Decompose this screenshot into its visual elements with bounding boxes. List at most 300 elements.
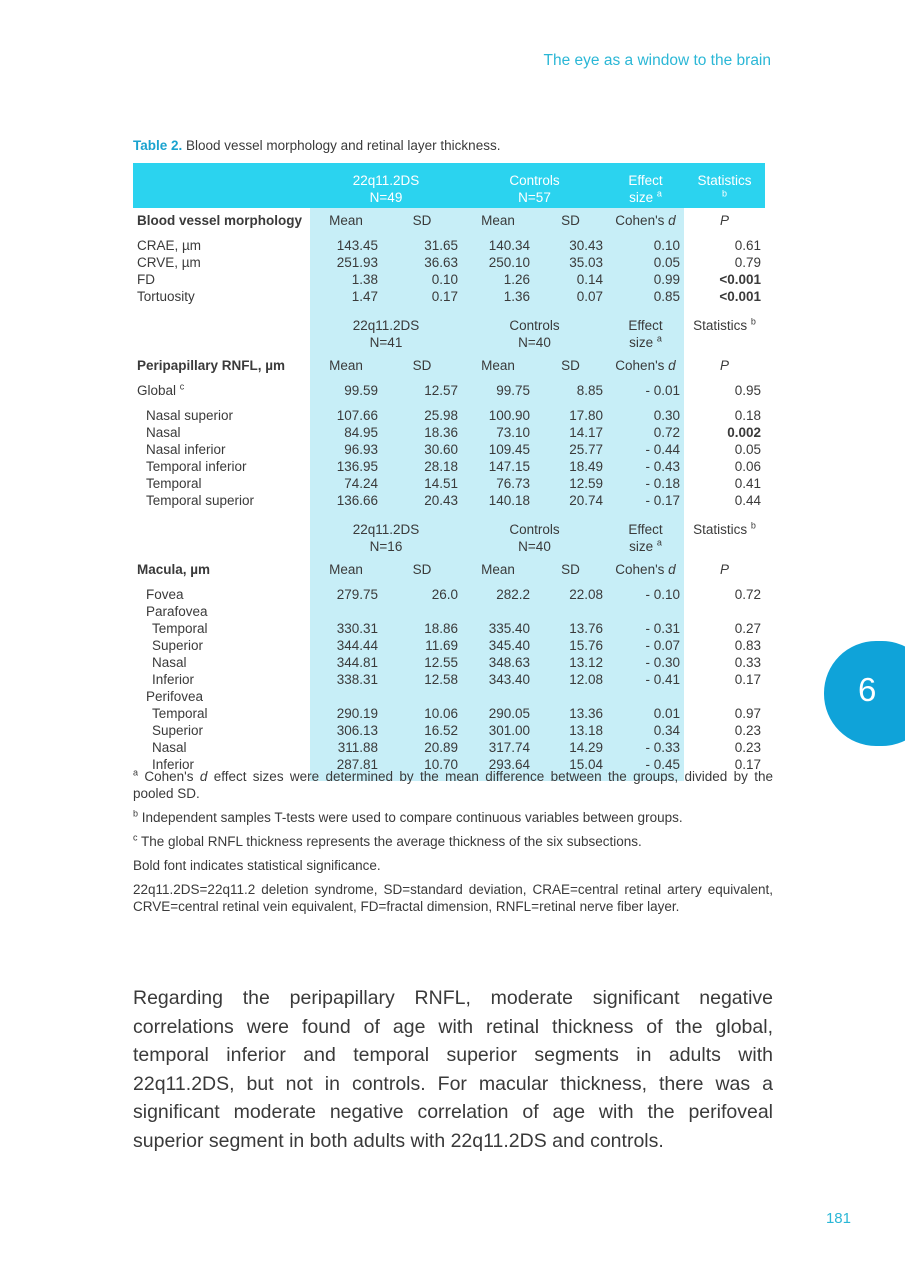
- spacer-cell: [607, 374, 684, 382]
- table-row: [133, 288, 765, 305]
- row-label: Superior: [152, 723, 204, 738]
- cell-m2: 109.45: [462, 441, 534, 458]
- section-title: Peripapillary RNFL, µm: [137, 358, 286, 373]
- cell-d: - 0.44: [607, 441, 684, 458]
- spacer-cell: [684, 509, 765, 517]
- table-row: [133, 739, 765, 756]
- cell-d: - 0.45: [607, 756, 684, 773]
- cell-p: 0.17: [734, 757, 761, 772]
- cell-sd1: 18.36: [382, 424, 462, 441]
- cell-sd1: 12.58: [382, 671, 462, 688]
- group-stats-sup: b: [750, 316, 756, 327]
- cohens-d-italic: d: [668, 358, 676, 373]
- cell-m2: 1.36: [462, 288, 534, 305]
- column-header-row: [133, 557, 765, 578]
- cell-m2: 73.10: [462, 424, 534, 441]
- cell-m1: 344.81: [310, 654, 382, 671]
- row-label: Parafovea: [146, 604, 208, 619]
- cell-sd1: 28.18: [382, 458, 462, 475]
- col-mean1: Mean: [310, 353, 382, 374]
- row-label: Nasal: [152, 655, 187, 670]
- spacer-cell: [133, 305, 310, 313]
- col-effect-label: Cohen's: [615, 358, 669, 373]
- group-effect-label2: size: [629, 335, 654, 350]
- group-header-stats: [684, 517, 765, 557]
- column-header-row: [133, 353, 765, 374]
- cell-sd2: 13.12: [534, 654, 607, 671]
- cell-sd1: 11.69: [382, 637, 462, 654]
- cell-d: 0.34: [607, 722, 684, 739]
- group-header-stats: [684, 313, 765, 353]
- cell-d: 0.30: [607, 407, 684, 424]
- col-effect: [607, 208, 684, 229]
- row-label: Temporal: [152, 621, 208, 636]
- cell-p: <0.001: [719, 272, 761, 287]
- group-header-effect: [607, 517, 684, 557]
- cell-m1: 290.19: [310, 705, 382, 722]
- cell-sd1: 10.06: [382, 705, 462, 722]
- cell-p: 0.97: [734, 706, 761, 721]
- cell-m2: 335.40: [462, 620, 534, 637]
- cell-sd1: 14.51: [382, 475, 462, 492]
- cell-sd2: 14.29: [534, 739, 607, 756]
- note-bold: Bold font indicates statistical significance.: [133, 858, 381, 873]
- caption-label: Table 2.: [133, 138, 183, 153]
- cell-d: 0.05: [607, 254, 684, 271]
- cell-sd2: 17.80: [534, 407, 607, 424]
- spacer-cell: [462, 229, 534, 237]
- col-mean2: Mean: [462, 208, 534, 229]
- spacer-cell: [310, 229, 382, 237]
- cell-p: [684, 688, 765, 705]
- section-title: Blood vessel morphology: [137, 213, 303, 228]
- header-effect: [607, 163, 684, 208]
- spacer-cell: [534, 399, 607, 407]
- cell-p: 0.05: [734, 442, 761, 457]
- note-c-text: The global RNFL thickness represents the average thickness of the six subsections.: [137, 834, 642, 849]
- spacer-cell: [382, 305, 462, 313]
- cell-m2: 76.73: [462, 475, 534, 492]
- note-b-text: Independent samples T-tests were used to compare continuous variables between groups.: [138, 810, 683, 825]
- cell-m1: 306.13: [310, 722, 382, 739]
- header-group1-name: 22q11.2DS: [352, 173, 420, 188]
- cell-d: 0.85: [607, 288, 684, 305]
- spacer-row: [133, 578, 765, 586]
- cell-sd2: 14.17: [534, 424, 607, 441]
- cell-m2: 1.26: [462, 271, 534, 288]
- cell-m2: 140.18: [462, 492, 534, 509]
- row-label: Temporal: [146, 476, 202, 491]
- cell-d: - 0.30: [607, 654, 684, 671]
- cell-sd2: [534, 603, 607, 620]
- cell-m2: 282.2: [462, 586, 534, 603]
- group-header-row: [133, 313, 765, 353]
- row-label: Nasal superior: [146, 408, 234, 423]
- spacer-cell: [382, 509, 462, 517]
- group-g1-n: N=41: [369, 335, 403, 350]
- table-row-global: [133, 382, 765, 399]
- row-label: Tortuosity: [137, 289, 195, 304]
- chapter-number: 6: [858, 671, 877, 708]
- cell-d: - 0.31: [607, 620, 684, 637]
- spacer-cell: [382, 399, 462, 407]
- col-sd2: SD: [534, 353, 607, 374]
- header-group2-n: N=57: [518, 190, 551, 205]
- table-row: [133, 254, 765, 271]
- global-label: Global: [137, 383, 177, 398]
- cell-m2: 345.40: [462, 637, 534, 654]
- col-sd1: SD: [382, 557, 462, 578]
- data-table: [133, 163, 765, 781]
- note-b: [133, 809, 773, 826]
- row-label: Perifovea: [146, 689, 204, 704]
- table-row: [133, 441, 765, 458]
- header-effect-sup: a: [656, 188, 662, 199]
- row-label: Temporal: [152, 706, 208, 721]
- group-header-g2: [462, 313, 607, 353]
- group-g1-name: 22q11.2DS: [352, 318, 420, 333]
- cell-m1: 279.75: [310, 586, 382, 603]
- cell-m1: 1.47: [310, 288, 382, 305]
- table-body: [133, 163, 765, 781]
- cell-p: 0.23: [734, 740, 761, 755]
- spacer-cell: [534, 305, 607, 313]
- spacer-cell: [684, 305, 765, 313]
- cell-m2: 147.15: [462, 458, 534, 475]
- cell-d: 0.99: [607, 271, 684, 288]
- spacer-cell: [310, 374, 382, 382]
- cell-sd2: 22.08: [534, 586, 607, 603]
- group-effect-label2: size: [629, 539, 654, 554]
- running-head: The eye as a window to the brain: [543, 52, 771, 69]
- table-row: [133, 620, 765, 637]
- cell-m2: 99.75: [462, 382, 534, 399]
- table-row: [133, 458, 765, 475]
- cell-m1: 330.31: [310, 620, 382, 637]
- header-group2-name: Controls: [509, 173, 560, 188]
- spacer-cell: [534, 229, 607, 237]
- cell-m1: 311.88: [310, 739, 382, 756]
- cell-d: - 0.01: [607, 382, 684, 399]
- cell-p: <0.001: [719, 289, 761, 304]
- spacer-cell: [382, 374, 462, 382]
- group-g2-name: Controls: [509, 318, 560, 333]
- col-sd1: SD: [382, 208, 462, 229]
- cell-d: - 0.17: [607, 492, 684, 509]
- spacer-row: [133, 399, 765, 407]
- cell-p: 0.95: [734, 383, 761, 398]
- table-row: [133, 586, 765, 603]
- row-label: CRAE, µm: [137, 238, 202, 253]
- cell-sd2: 0.14: [534, 271, 607, 288]
- cell-p: [684, 603, 765, 620]
- table-notes: [133, 768, 773, 922]
- col-mean2: Mean: [462, 557, 534, 578]
- cohens-d-italic: d: [668, 213, 676, 228]
- cell-p: 0.83: [734, 638, 761, 653]
- header-effect-label: Effect: [628, 173, 663, 188]
- table-caption: [133, 138, 500, 153]
- table-row: [133, 654, 765, 671]
- spacer-cell: [462, 374, 534, 382]
- header-blank: [133, 163, 310, 208]
- cell-p: 0.002: [727, 425, 761, 440]
- row-label: Nasal: [152, 740, 187, 755]
- group-g2-n: N=40: [518, 539, 551, 554]
- cell-m2: 348.63: [462, 654, 534, 671]
- cell-p: 0.33: [734, 655, 761, 670]
- cell-m2: [462, 603, 534, 620]
- spacer-cell: [310, 399, 382, 407]
- spacer-cell: [607, 229, 684, 237]
- row-label: CRVE, µm: [137, 255, 201, 270]
- row-label: Superior: [152, 638, 204, 653]
- cell-m2: 343.40: [462, 671, 534, 688]
- cell-sd1: 25.98: [382, 407, 462, 424]
- cell-p: 0.06: [734, 459, 761, 474]
- note-b-marker: b: [133, 808, 139, 819]
- table-row: [133, 603, 765, 620]
- cell-d: - 0.43: [607, 458, 684, 475]
- cell-sd2: 15.76: [534, 637, 607, 654]
- cell-m2: 301.00: [462, 722, 534, 739]
- cell-m2: 293.64: [462, 756, 534, 773]
- row-label: FD: [137, 272, 155, 287]
- group-header-effect: [607, 313, 684, 353]
- table-row: [133, 492, 765, 509]
- header-effect-label2: size: [629, 190, 654, 205]
- cell-sd2: 13.18: [534, 722, 607, 739]
- cell-sd2: 0.07: [534, 288, 607, 305]
- row-label: Nasal inferior: [146, 442, 226, 457]
- row-label: [133, 382, 310, 399]
- cell-p: 0.72: [734, 587, 761, 602]
- cell-sd1: 20.89: [382, 739, 462, 756]
- cell-sd1: [382, 603, 462, 620]
- spacer-cell: [684, 229, 765, 237]
- note-a: [133, 768, 773, 802]
- cell-sd2: 13.36: [534, 705, 607, 722]
- cell-sd2: 35.03: [534, 254, 607, 271]
- cell-sd1: 10.70: [382, 756, 462, 773]
- cell-m1: 1.38: [310, 271, 382, 288]
- group-effect-label: Effect: [628, 318, 663, 333]
- group-header-g2: [462, 517, 607, 557]
- cell-sd1: 20.43: [382, 492, 462, 509]
- cell-p: 0.61: [734, 238, 761, 253]
- note-c-marker: c: [133, 832, 138, 843]
- group-g1-n: N=16: [369, 539, 403, 554]
- group-effect-sup: a: [656, 537, 662, 548]
- row-label: Temporal superior: [146, 493, 255, 508]
- cell-sd1: 26.0: [382, 586, 462, 603]
- cohens-d-italic: d: [668, 562, 676, 577]
- spacer-cell: [534, 509, 607, 517]
- spacer-cell: [382, 578, 462, 586]
- cell-m2: [462, 688, 534, 705]
- row-label: Inferior: [152, 672, 195, 687]
- group-header-g1: [310, 517, 462, 557]
- cell-sd1: 0.17: [382, 288, 462, 305]
- cell-m1: 136.66: [310, 492, 382, 509]
- table-row: [133, 637, 765, 654]
- cell-m2: 250.10: [462, 254, 534, 271]
- cell-m2: 100.90: [462, 407, 534, 424]
- cell-m1: [310, 688, 382, 705]
- cell-p: 0.18: [734, 408, 761, 423]
- spacer-cell: [310, 578, 382, 586]
- cell-m1: 96.93: [310, 441, 382, 458]
- chapter-tab: [824, 641, 905, 746]
- note-a-pre: Cohen's: [138, 769, 200, 784]
- spacer-cell: [607, 578, 684, 586]
- cell-sd2: 13.76: [534, 620, 607, 637]
- group-stats-sup: b: [750, 520, 756, 531]
- col-effect-label: Cohen's: [615, 562, 669, 577]
- table-row: [133, 671, 765, 688]
- row-label: Fovea: [146, 587, 184, 602]
- cell-sd2: [534, 688, 607, 705]
- col-p: P: [719, 213, 729, 228]
- section-title: Macula, µm: [137, 562, 211, 577]
- cell-sd1: 16.52: [382, 722, 462, 739]
- spacer-row: [133, 229, 765, 237]
- col-p: P: [719, 358, 729, 373]
- cell-m1: 84.95: [310, 424, 382, 441]
- page-number: 181: [825, 1210, 851, 1227]
- table-row: [133, 407, 765, 424]
- spacer-cell: [607, 305, 684, 313]
- cell-p: 0.17: [734, 672, 761, 687]
- spacer-cell: [684, 374, 765, 382]
- spacer-cell: [310, 305, 382, 313]
- group-header-g1: [310, 313, 462, 353]
- cell-sd2: 12.59: [534, 475, 607, 492]
- spacer-row: [133, 509, 765, 517]
- note-a-marker: a: [133, 767, 139, 778]
- col-mean2: Mean: [462, 353, 534, 374]
- group-effect-sup: a: [656, 333, 662, 344]
- group-header-blank: [133, 313, 310, 353]
- cell-m1: 74.24: [310, 475, 382, 492]
- cell-p: 0.79: [734, 255, 761, 270]
- spacer-cell: [133, 229, 310, 237]
- cell-d: [607, 688, 684, 705]
- cell-sd1: 36.63: [382, 254, 462, 271]
- spacer-cell: [133, 578, 310, 586]
- spacer-cell: [684, 399, 765, 407]
- cell-m1: 143.45: [310, 237, 382, 254]
- cell-sd2: 12.08: [534, 671, 607, 688]
- col-sd1: SD: [382, 353, 462, 374]
- cell-sd2: 8.85: [534, 382, 607, 399]
- table-row: [133, 424, 765, 441]
- header-stats-label: Statistics: [697, 173, 752, 188]
- cell-sd2: 25.77: [534, 441, 607, 458]
- spacer-cell: [462, 578, 534, 586]
- group-g1-name: 22q11.2DS: [352, 522, 420, 537]
- cell-p: 0.23: [734, 723, 761, 738]
- cell-m2: 317.74: [462, 739, 534, 756]
- group-effect-label: Effect: [628, 522, 663, 537]
- spacer-cell: [462, 399, 534, 407]
- group-g2-n: N=40: [518, 335, 551, 350]
- cell-d: - 0.07: [607, 637, 684, 654]
- cell-m1: 287.81: [310, 756, 382, 773]
- header-stats-sup: b: [721, 188, 727, 199]
- spacer-cell: [534, 578, 607, 586]
- cell-m1: 136.95: [310, 458, 382, 475]
- table-row: [133, 475, 765, 492]
- cell-m1: 107.66: [310, 407, 382, 424]
- col-mean1: Mean: [310, 208, 382, 229]
- note-a-d: d: [199, 769, 208, 784]
- cell-m1: 251.93: [310, 254, 382, 271]
- header-group1: [310, 163, 462, 208]
- cell-sd1: 18.86: [382, 620, 462, 637]
- group-header-blank: [133, 517, 310, 557]
- note-a-text: effect sizes were determined by the mean difference between the groups, divided by the pooled SD.: [133, 769, 773, 801]
- col-sd2: SD: [534, 557, 607, 578]
- spacer-cell: [462, 305, 534, 313]
- header-group2: [462, 163, 607, 208]
- spacer-cell: [133, 374, 310, 382]
- cell-d: - 0.18: [607, 475, 684, 492]
- cell-m1: 338.31: [310, 671, 382, 688]
- spacer-row: [133, 374, 765, 382]
- cell-d: - 0.10: [607, 586, 684, 603]
- group-stats-label: Statistics: [693, 318, 748, 333]
- cell-p: 0.41: [734, 476, 761, 491]
- spacer-cell: [133, 399, 310, 407]
- spacer-cell: [462, 509, 534, 517]
- cell-m2: 140.34: [462, 237, 534, 254]
- row-label: Temporal inferior: [146, 459, 247, 474]
- spacer-cell: [310, 509, 382, 517]
- cell-d: 0.72: [607, 424, 684, 441]
- cell-sd2: 30.43: [534, 237, 607, 254]
- global-sup: c: [179, 381, 185, 392]
- spacer-cell: [607, 399, 684, 407]
- spacer-cell: [684, 578, 765, 586]
- cell-sd1: [382, 688, 462, 705]
- cell-m1: [310, 603, 382, 620]
- spacer-cell: [133, 509, 310, 517]
- header-stats: [684, 163, 765, 208]
- cell-sd2: 18.49: [534, 458, 607, 475]
- cell-d: - 0.41: [607, 671, 684, 688]
- table-row: [133, 237, 765, 254]
- table-row: [133, 722, 765, 739]
- body-paragraph: Regarding the peripapillary RNFL, moderate significant negative correlations were found of age with retinal thickness of the global, temporal inferior and temporal superior segments in adults with 22q11.2DS, but not in controls. For macular thickness, there was a significant moderate negative correlation of age with the perifoveal superior segment in both adults with 22q11.2DS and controls.: [133, 987, 773, 1152]
- group-header-row: [133, 517, 765, 557]
- spacer-cell: [607, 509, 684, 517]
- cell-sd1: 30.60: [382, 441, 462, 458]
- row-label: Inferior: [152, 757, 195, 772]
- cell-d: [607, 603, 684, 620]
- header-group1-n: N=49: [369, 190, 403, 205]
- cell-p: 0.27: [734, 621, 761, 636]
- spacer-row: [133, 305, 765, 313]
- cell-m1: 99.59: [310, 382, 382, 399]
- cell-d: 0.10: [607, 237, 684, 254]
- column-header-row: [133, 208, 765, 229]
- col-p: P: [719, 562, 729, 577]
- row-label: Nasal: [146, 425, 181, 440]
- caption-text: Blood vessel morphology and retinal layer thickness.: [182, 138, 501, 153]
- col-effect-label: Cohen's: [615, 213, 669, 228]
- cell-sd1: 12.57: [382, 382, 462, 399]
